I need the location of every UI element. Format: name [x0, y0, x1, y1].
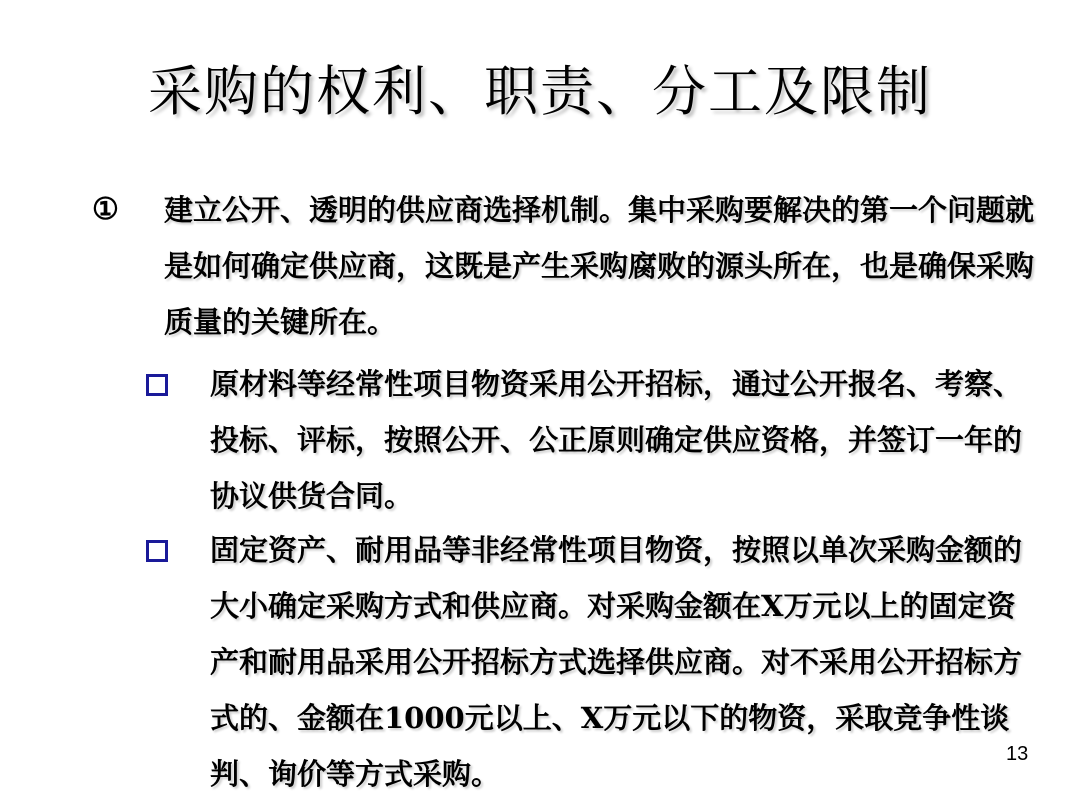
circled-number-marker: ①: [92, 192, 119, 227]
sub-point-text: 原材料等经常性项目物资采用公开招标，通过公开报名、考察、投标、评标，按照公开、公正原则确定供应资格，并签订一年的协议供货合同。: [210, 367, 1023, 513]
page-number: 13: [1006, 743, 1029, 765]
slide-title: 采购的权利、职责、分工及限制: [148, 60, 932, 123]
sub-point-text: 固定资产、耐用品等非经常性项目物资，按照以单次采购金额的大小确定采购方式和供应商。对采购金额在X万元以上的固定资产和耐用品采用公开招标方式选择供应商。对不采用公开招标方式的、金额在1000元以上、X万元以下的物资，采取竞争性谈判、询价等方式采购。: [210, 533, 1023, 791]
numbered-point-text: 建立公开、透明的供应商选择机制。集中采购要解决的第一个问题就是如何确定供应商，这既是产生采购腐败的源头所在，也是确保采购质量的关键所在。: [164, 193, 1035, 339]
square-bullet-icon: [146, 374, 168, 396]
square-bullet-icon: [146, 540, 168, 562]
